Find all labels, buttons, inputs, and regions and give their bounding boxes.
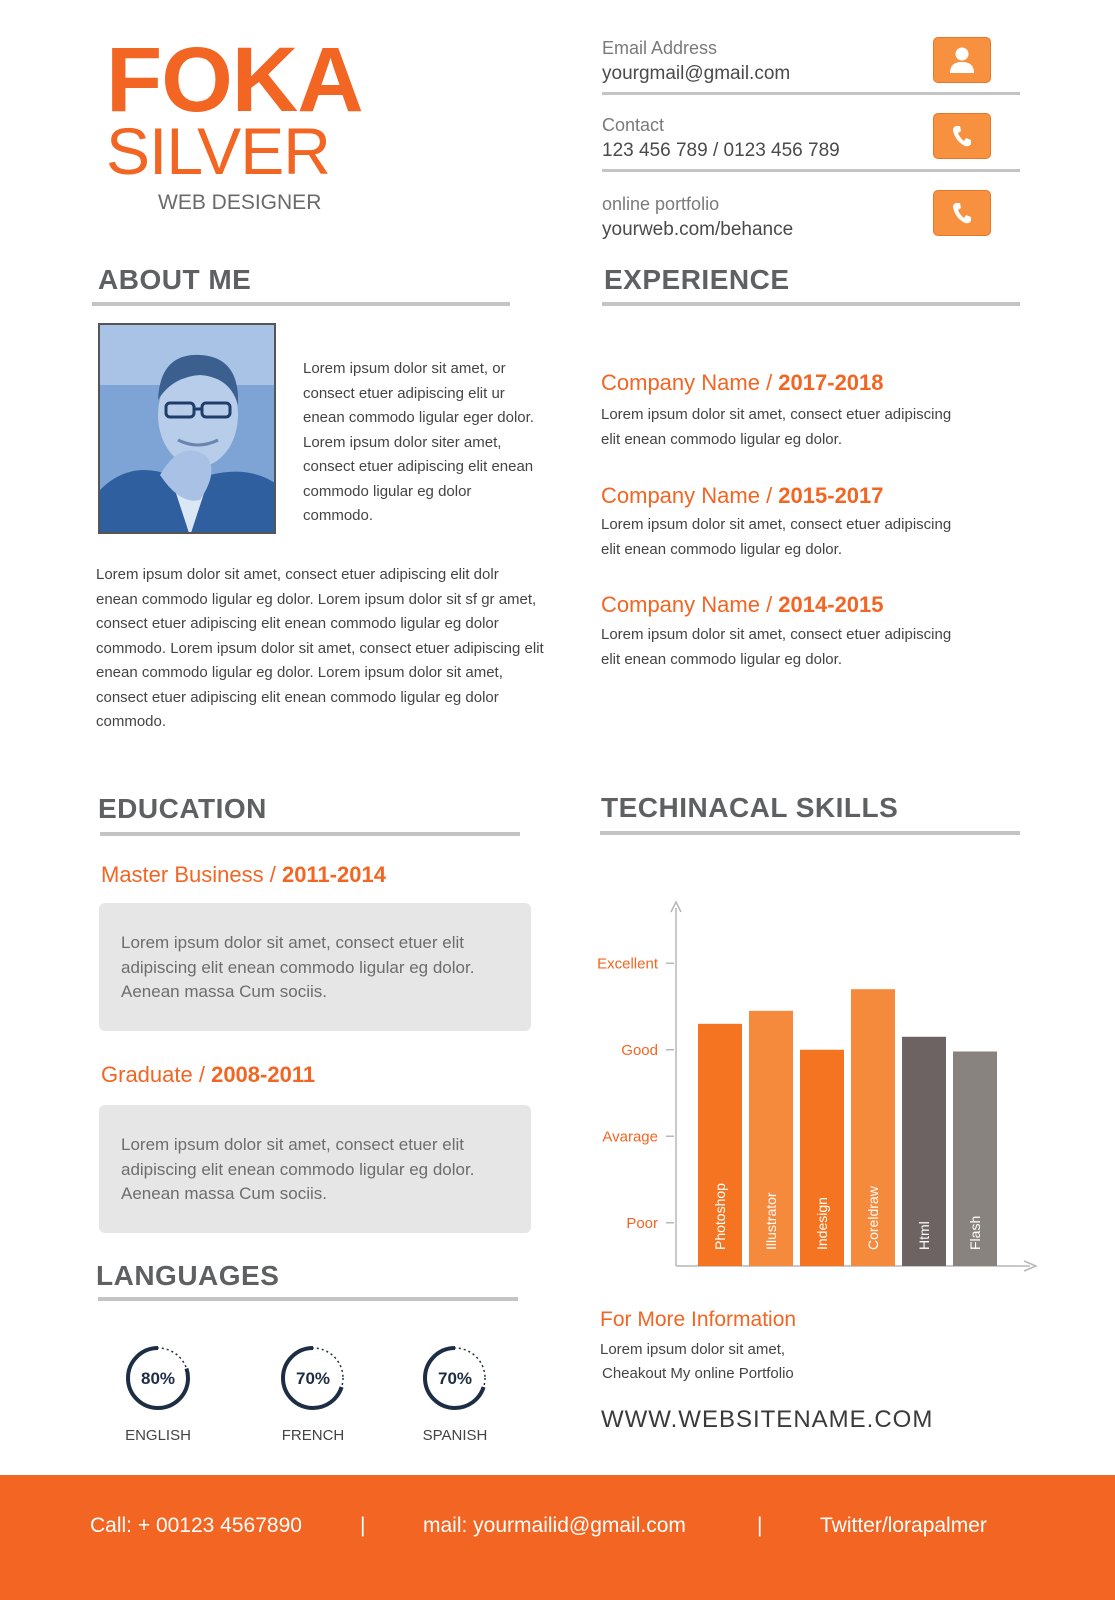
contact-divider — [602, 92, 1020, 95]
skills-heading: TECHINACAL SKILLS — [601, 792, 899, 823]
about-body: Lorem ipsum dolor sit amet, consect etuer adipiscing elit dolr enean commodo ligular eg dolor. Lorem ipsum dolor sit sf gr amet, consect etuer adipiscing elit enean commodo ligular eg dolor commodo. Lorem ipsum dolor sit amet, consect etuer adipiscing elit enean commodo ligular eg dolor. Lorem ipsum dolor sit amet, consect etuer adipiscing elit enean commodo ligular eg dolor commodo. — [96, 566, 544, 730]
portfolio-value[interactable]: yourweb.com/behance — [602, 219, 794, 240]
contact-divider — [602, 169, 1020, 172]
contact-value[interactable]: 123 456 789 / 0123 456 789 — [602, 140, 840, 161]
more-info-line1: Lorem ipsum dolor sit amet, — [600, 1341, 786, 1358]
skill-bar-label: Flash — [967, 1215, 983, 1250]
website-link[interactable]: WWW.WEBSITENAME.COM — [601, 1406, 934, 1433]
about-heading: ABOUT ME — [98, 264, 252, 295]
more-info-heading: For More Information — [600, 1308, 797, 1331]
education-title: Graduate / 2008-2011 — [101, 1062, 316, 1087]
job-title: WEB DESIGNER — [158, 191, 322, 214]
experience-desc: Lorem ipsum dolor sit amet, consect etuer adipiscing elit enean commodo ligular eg dolor. — [601, 626, 952, 668]
experience-heading: EXPERIENCE — [604, 264, 790, 295]
experience-title: Company Name / 2015-2017 — [601, 483, 884, 508]
contact-label: Contact — [602, 115, 665, 135]
skills-chart — [580, 890, 1050, 1280]
language-name: ENGLISH — [125, 1427, 191, 1444]
skill-bar-label: Illustrator — [763, 1192, 779, 1250]
footer-mail[interactable]: mail: yourmailid@gmail.com — [423, 1514, 686, 1537]
language-ring — [122, 1342, 194, 1414]
profile-photo — [98, 323, 276, 534]
experience-title: Company Name / 2017-2018 — [601, 370, 884, 395]
email-value[interactable]: yourgmail@gmail.com — [602, 63, 791, 84]
y-tick-label: Excellent — [597, 955, 658, 973]
phone-icon — [933, 113, 991, 159]
about-divider — [92, 302, 510, 306]
experience-desc: Lorem ipsum dolor sit amet, consect etuer adipiscing elit enean commodo ligular eg dolor. — [601, 516, 952, 558]
experience-title: Company Name / 2014-2015 — [601, 592, 884, 617]
about-side-text: Lorem ipsum dolor sit amet, or consect etuer adipiscing elit ur enean commodo ligular eger dolor. Lorem ipsum dolor siter amet, consect etuer adipiscing elit enean commodo ligular eg dolor commodo. — [303, 360, 534, 524]
skill-bar-label: Coreldraw — [865, 1186, 881, 1250]
education-desc: Lorem ipsum dolor sit amet, consect etuer elit adipiscing elit enean commodo ligular eg dolor. Aenean massa Cum sociis. — [99, 903, 531, 1031]
language-name: FRENCH — [281, 1427, 345, 1444]
skill-bar-label: Html — [916, 1221, 932, 1250]
language-ring — [419, 1342, 491, 1414]
skill-bar-label: Photoshop — [712, 1183, 728, 1250]
footer-call[interactable]: Call: + 00123 4567890 — [90, 1514, 302, 1537]
more-info-line2: Cheakout My online Portfolio — [602, 1365, 794, 1382]
footer-separator: | — [360, 1514, 366, 1537]
skills-divider — [600, 831, 1020, 835]
footer-separator: | — [757, 1514, 763, 1537]
footer-twitter[interactable]: Twitter/lorapalmer — [820, 1514, 987, 1537]
education-title: Master Business / 2011-2014 — [101, 862, 386, 887]
experience-desc: Lorem ipsum dolor sit amet, consect etuer adipiscing elit enean commodo ligular eg dolor. — [601, 406, 952, 448]
experience-divider — [602, 302, 1020, 306]
language-ring — [277, 1342, 349, 1414]
language-item — [263, 1342, 363, 1444]
language-percent: 80% — [140, 1369, 176, 1388]
education-divider — [100, 832, 520, 836]
language-item — [108, 1342, 208, 1444]
language-name: SPANISH — [422, 1427, 488, 1444]
y-tick-label: Poor — [626, 1214, 658, 1232]
language-item — [405, 1342, 505, 1444]
languages-divider — [98, 1297, 518, 1301]
education-desc: Lorem ipsum dolor sit amet, consect etuer elit adipiscing elit enean commodo ligular eg dolor. Aenean massa Cum sociis. — [99, 1105, 531, 1233]
education-heading: EDUCATION — [98, 793, 267, 824]
skill-bar-label: Indesign — [814, 1197, 830, 1250]
language-percent: 70% — [437, 1369, 473, 1388]
language-percent: 70% — [295, 1369, 331, 1388]
last-name: SILVER — [106, 114, 330, 188]
y-tick-label: Avarage — [602, 1128, 658, 1146]
email-label: Email Address — [602, 38, 718, 58]
portfolio-label: online portfolio — [602, 194, 720, 214]
user-icon — [933, 37, 991, 83]
phone-icon — [933, 190, 991, 236]
y-tick-label: Good — [621, 1041, 658, 1059]
first-name: FOKA — [106, 29, 363, 131]
languages-heading: LANGUAGES — [96, 1260, 280, 1291]
